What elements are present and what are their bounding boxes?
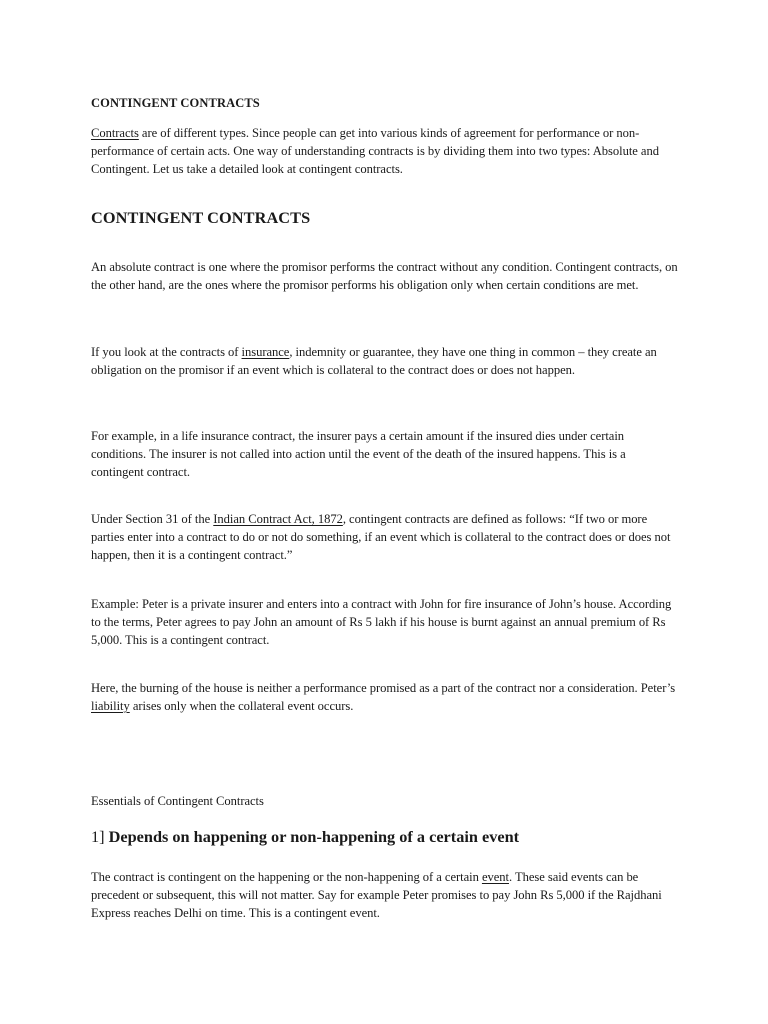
section-heading: CONTINGENT CONTRACTS xyxy=(91,208,311,227)
indian-contract-act-link[interactable]: Indian Contract Act, 1872 xyxy=(213,512,343,526)
paragraph-certain-event xyxy=(91,868,681,922)
essential-1-number: 1] xyxy=(91,827,105,846)
paragraph-burning-house-after: arises only when the collateral event occurs. xyxy=(129,699,354,713)
contracts-link[interactable]: Contracts xyxy=(91,126,139,140)
insurance-link[interactable]: insurance xyxy=(241,345,290,359)
essential-1-heading xyxy=(91,827,681,847)
paragraph-section-31-before: Under Section 31 of the xyxy=(91,512,214,526)
event-link[interactable]: event xyxy=(481,870,509,884)
paragraph-peter-example: Example: Peter is a private insurer and enters into a contract with John for fire insurance of John’s house. According to the terms, Peter agrees to pay John an amount of Rs 5 lakh if his house is burnt against an annual premium of Rs 5,000. This is a contingent contract. xyxy=(91,597,672,647)
paragraph-section-31-after: , contingent contracts are defined as follows: “If two or more parties enter into a contract to do or not do something, if an event which is collateral to the contract does or does not happen, then it is a contingent contract.” xyxy=(91,512,671,562)
paragraph-insurance-after: , indemnity or guarantee, they have one thing in common – they create an obligation on the promisor if an event which is collateral to the contract does or does not happen. xyxy=(91,345,657,377)
paragraph-absolute-contract: An absolute contract is one where the promisor performs the contract without any condition. Contingent contracts, on the other hand, are the ones where the promisor performs his obligation only when certain conditions are met. xyxy=(91,260,678,292)
paragraph-insurance xyxy=(91,343,681,379)
essentials-heading: Essentials of Contingent Contracts xyxy=(91,794,264,808)
intro-paragraph xyxy=(91,124,681,178)
paragraph-certain-event-after: . These said events can be precedent or subsequent, this will not matter. Say for example Peter promises to pay John Rs 5,000 if the Rajdhani Express reaches Delhi on time. This is a contingent event. xyxy=(91,870,662,920)
liability-link[interactable]: liability xyxy=(91,699,130,713)
paragraph-life-insurance-example: For example, in a life insurance contract, the insurer pays a certain amount if the insured dies under certain conditions. The insurer is not called into action until the event of the death of the insured happens. This is a contingent contract. xyxy=(91,429,626,479)
essential-1-title: Depends on happening or non-happening of a certain event xyxy=(104,827,520,846)
page-heading-small: CONTINGENT CONTRACTS xyxy=(91,96,260,110)
paragraph-insurance-before: If you look at the contracts of xyxy=(91,345,242,359)
intro-text: are of different types. Since people can get into various kinds of agreement for performance or non-performance of certain acts. One way of understanding contracts is by dividing them into two types: Absolute and Contingent. Let us take a detailed look at contingent contracts. xyxy=(91,126,659,176)
paragraph-burning-house-before: Here, the burning of the house is neither a performance promised as a part of the contract nor a consideration. Peter’s xyxy=(91,681,676,695)
paragraph-certain-event-before: The contract is contingent on the happening or the non-happening of a certain xyxy=(91,870,482,884)
paragraph-section-31 xyxy=(91,510,681,564)
paragraph-burning-house xyxy=(91,679,681,715)
